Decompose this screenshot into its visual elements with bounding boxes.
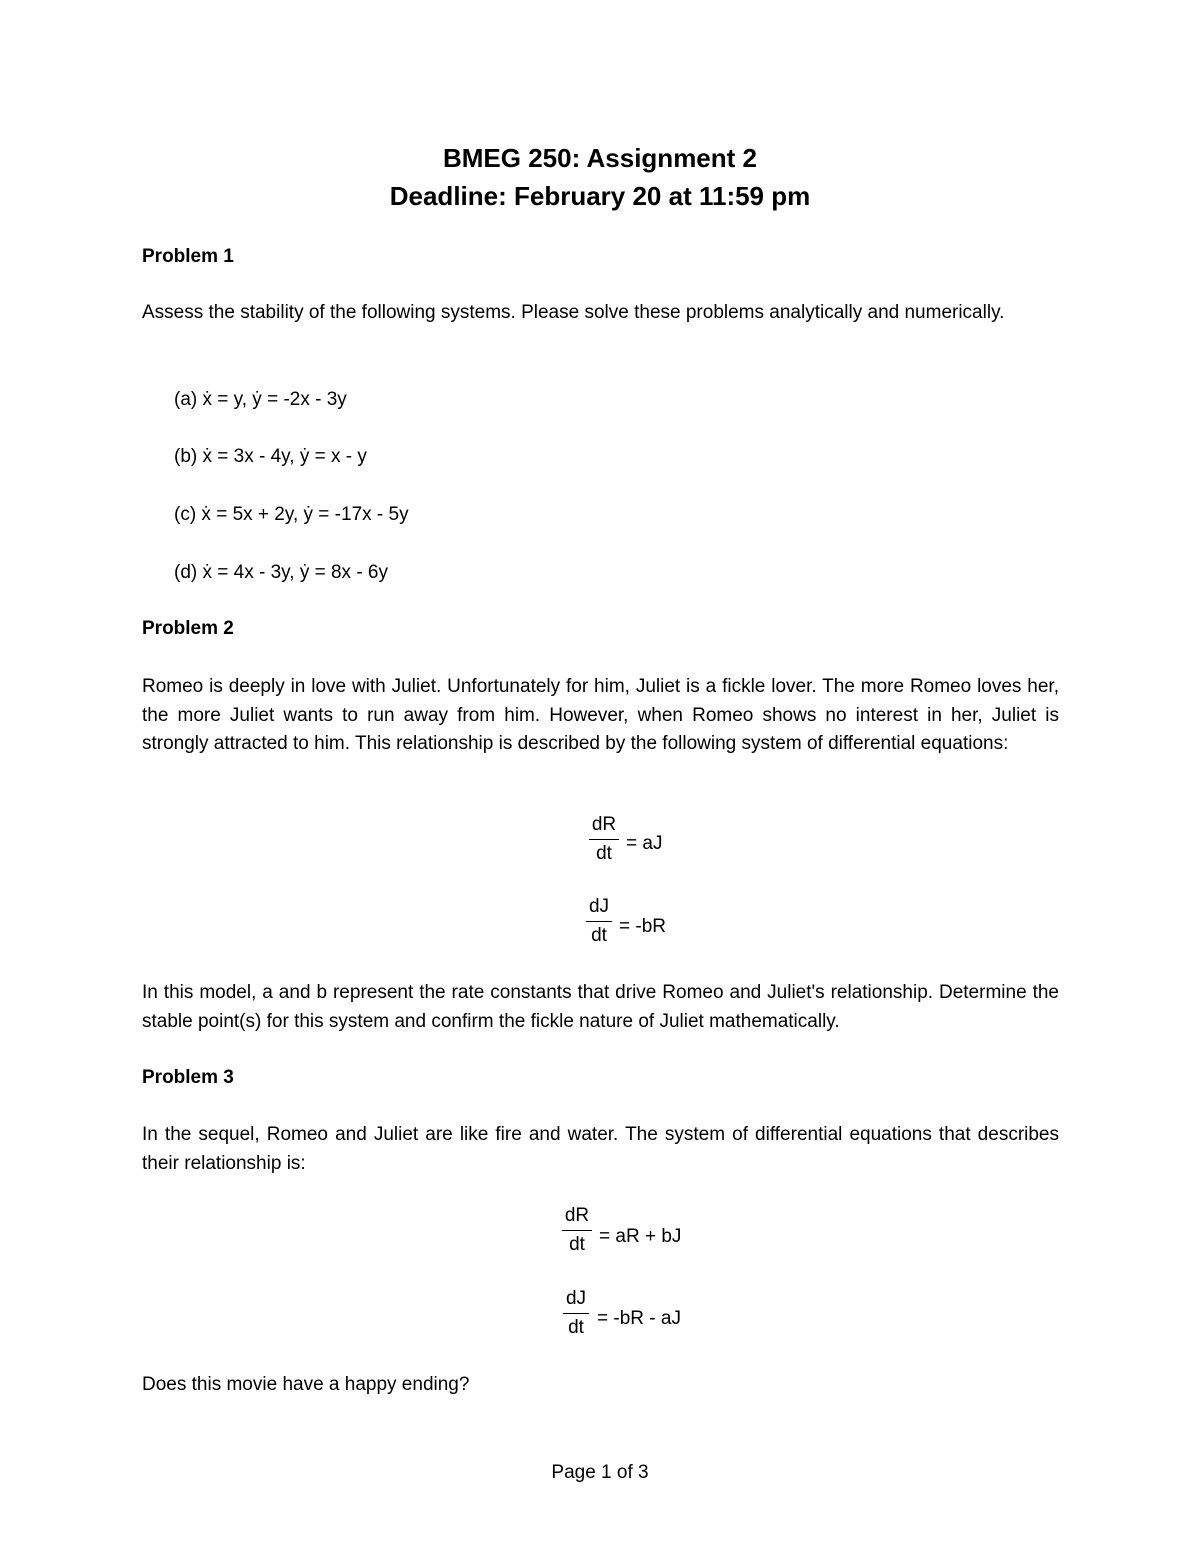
fraction-denominator: dt	[568, 1317, 584, 1338]
fraction-numerator: dJ	[588, 896, 610, 917]
fraction-denominator: dt	[596, 843, 612, 864]
problem-1-item-b: (b) ẋ = 3x - 4y, ẏ = x - y	[174, 446, 367, 467]
problem-3-heading: Problem 3	[142, 1067, 234, 1088]
fraction-bar	[586, 921, 612, 922]
fraction-numerator: dJ	[565, 1288, 587, 1309]
fraction-bar	[589, 839, 619, 840]
fraction-numerator: dR	[591, 814, 617, 835]
problem-2-after: In this model, a and b represent the rate constants that drive Romeo and Juliet's relationship. Determine the stable point(s) for this system and confirm the fickle nature of Juliet mathematically.	[142, 982, 1059, 1032]
problem-1-item-c: (c) ẋ = 5x + 2y, ẏ = -17x - 5y	[174, 504, 409, 525]
problem-3-intro: In the sequel, Romeo and Juliet are like fire and water. The system of differential equations that describes their relationship is:	[142, 1124, 1059, 1174]
problem-1-intro: Assess the stability of the following systems. Please solve these problems analytically and numerically.	[142, 302, 1005, 323]
problem-2-heading: Problem 2	[142, 618, 234, 639]
fraction-bar	[563, 1313, 589, 1314]
problem-2-eq2-rhs: = -bR	[619, 916, 666, 937]
problem-1-item-d: (d) ẋ = 4x - 3y, ẏ = 8x - 6y	[174, 562, 388, 583]
problem-2-intro: Romeo is deeply in love with Juliet. Unfortunately for him, Juliet is a fickle lover. The more Romeo loves her, the more Juliet wants to run away from him. However, when Romeo shows no interest in her, Juliet is strongly attracted to him. This relationship is described by the following system of differential equations:	[142, 676, 1059, 754]
fraction-bar	[562, 1230, 592, 1231]
problem-3-eq2-rhs: = -bR - aJ	[597, 1308, 681, 1329]
deadline: Deadline: February 20 at 11:59 pm	[389, 181, 811, 211]
problem-2-eq1-fraction	[589, 815, 619, 864]
problem-1-item-a: (a) ẋ = y, ẏ = -2x - 3y	[174, 389, 347, 410]
assignment-title: BMEG 250: Assignment 2	[442, 143, 757, 173]
fraction-denominator: dt	[569, 1234, 585, 1255]
problem-3-eq1-fraction	[562, 1206, 592, 1255]
problem-1-heading: Problem 1	[142, 246, 234, 267]
problem-3-eq1-rhs: = aR + bJ	[599, 1226, 682, 1247]
fraction-denominator: dt	[591, 925, 607, 946]
page-number: Page 1 of 3	[551, 1462, 649, 1483]
problem-3-eq2-fraction	[563, 1289, 589, 1338]
problem-3-question: Does this movie have a happy ending?	[142, 1374, 470, 1395]
problem-2-eq2-fraction	[586, 897, 612, 946]
problem-2-eq1-rhs: = aJ	[626, 833, 663, 854]
fraction-numerator: dR	[564, 1205, 590, 1226]
